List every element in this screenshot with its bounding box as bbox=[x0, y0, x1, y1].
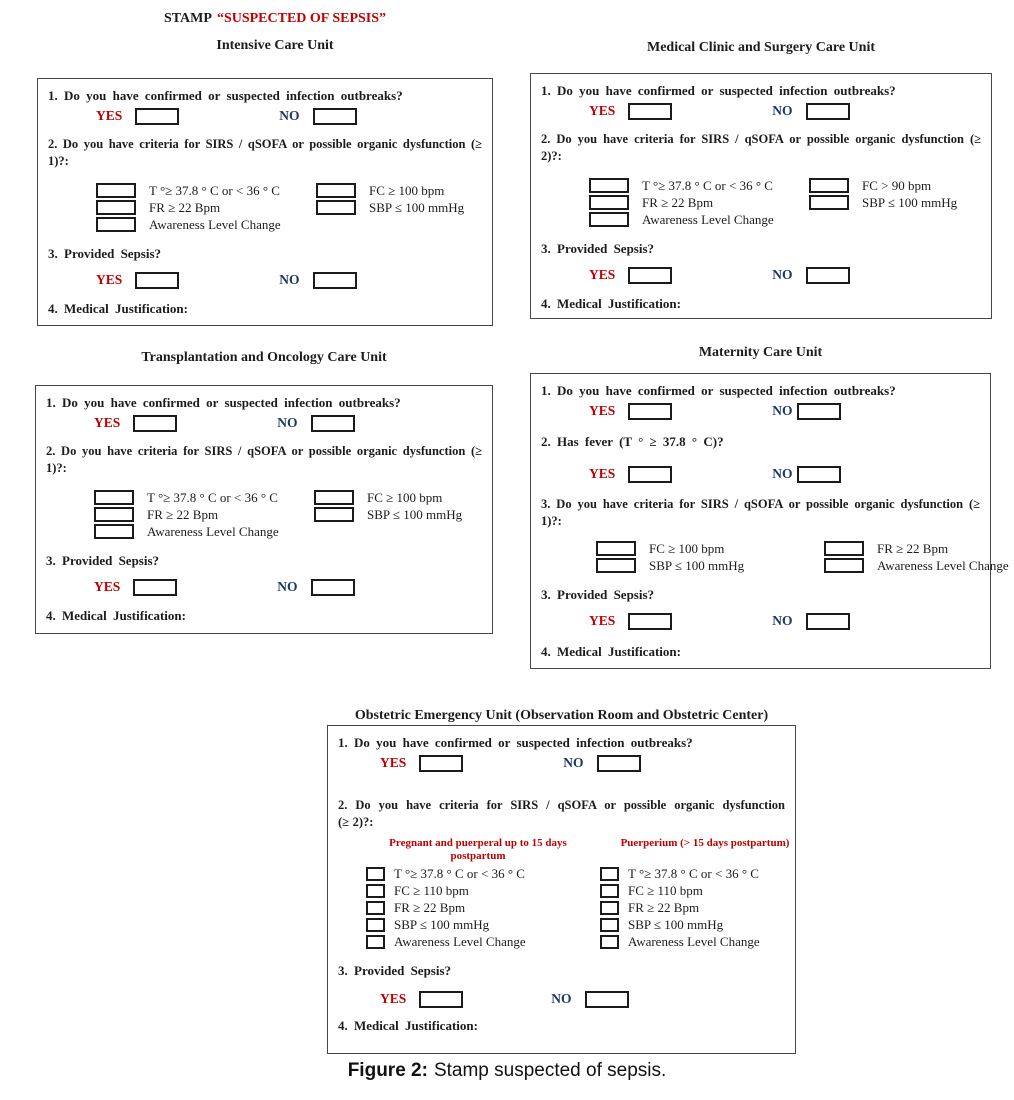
criteria-item: FR ≥ 22 Bpm bbox=[589, 194, 809, 211]
obstetric-q1-answer-row bbox=[380, 753, 785, 773]
icu-q1-no-checkbox[interactable] bbox=[313, 108, 357, 125]
clinic-question-1: 1. Do you have confirmed or suspected infection outbreaks? bbox=[541, 83, 896, 98]
no-label: NO bbox=[551, 991, 572, 1006]
maternity-question-4: 4. Medical Justification: bbox=[541, 644, 681, 659]
obstetric-puerp-temp-checkbox[interactable] bbox=[600, 867, 619, 881]
maternity-sbp-checkbox[interactable] bbox=[596, 558, 636, 573]
obstetric-question-3: 3. Provided Sepsis? bbox=[338, 963, 452, 978]
criteria-item: Awareness Level Change bbox=[600, 933, 760, 950]
transplant-q3-yes-checkbox[interactable] bbox=[133, 579, 177, 596]
icu-q3-yes-checkbox[interactable] bbox=[135, 272, 179, 289]
criteria-item: FC ≥ 110 bpm bbox=[600, 882, 760, 899]
maternity-fc-checkbox[interactable] bbox=[596, 541, 636, 556]
criteria-item: SBP ≤ 100 mmHg bbox=[600, 916, 760, 933]
transplant-awareness-checkbox[interactable] bbox=[94, 524, 134, 539]
no-label: NO bbox=[279, 272, 300, 287]
clinic-temp-checkbox[interactable] bbox=[589, 178, 629, 193]
clinic-fr-checkbox[interactable] bbox=[589, 195, 629, 210]
transplant-question-4: 4. Medical Justification: bbox=[46, 608, 186, 623]
criteria-item: T °≥ 37.8 ° C or < 36 ° C bbox=[589, 177, 809, 194]
yes-label: YES bbox=[380, 755, 407, 770]
panel-transplantation bbox=[35, 385, 493, 634]
yes-label: YES bbox=[94, 579, 121, 594]
no-label: NO bbox=[772, 267, 793, 282]
criteria-item: FC ≥ 110 bpm bbox=[366, 882, 600, 899]
figure-caption-label: Figure 2: bbox=[347, 1060, 428, 1081]
maternity-question-3b: 3. Provided Sepsis? bbox=[541, 587, 655, 602]
obstetric-criteria bbox=[366, 865, 785, 950]
icu-q3-answer-row bbox=[96, 270, 482, 290]
icu-question-3: 3. Provided Sepsis? bbox=[48, 246, 162, 261]
maternity-question-1: 1. Do you have confirmed or suspected infection outbreaks? bbox=[541, 383, 896, 398]
criteria-item: FR ≥ 22 Bpm bbox=[94, 506, 314, 523]
clinic-fc-checkbox[interactable] bbox=[809, 178, 849, 193]
icu-q3-no-checkbox[interactable] bbox=[313, 272, 357, 289]
obstetric-q3-yes-checkbox[interactable] bbox=[419, 991, 463, 1008]
no-label: NO bbox=[277, 415, 298, 430]
maternity-q1-no-checkbox[interactable] bbox=[797, 403, 841, 420]
yes-label: YES bbox=[96, 108, 123, 123]
no-label: NO bbox=[279, 108, 300, 123]
maternity-question-2: 2. Has fever (T ° ≥ 37.8 ° C)? bbox=[541, 434, 724, 449]
no-label: NO bbox=[772, 103, 793, 118]
icu-question-4: 4. Medical Justification: bbox=[48, 301, 188, 316]
obstetric-question-2: 2. Do you have criteria for SIRS / qSOFA or possible organic dysfunction (≥ 2)?: bbox=[338, 798, 785, 829]
transplant-question-1: 1. Do you have confirmed or suspected infection outbreaks? bbox=[46, 395, 401, 410]
maternity-fr-checkbox[interactable] bbox=[824, 541, 864, 556]
maternity-q2-answer-row bbox=[589, 464, 980, 484]
transplant-fr-checkbox[interactable] bbox=[94, 507, 134, 522]
panel-title-transplantation: Transplantation and Oncology Care Unit bbox=[141, 350, 387, 365]
criteria-item: FR ≥ 22 Bpm bbox=[96, 199, 316, 216]
obstetric-question-1: 1. Do you have confirmed or suspected infection outbreaks? bbox=[338, 735, 693, 750]
panel-title-intensive-care: Intensive Care Unit bbox=[216, 38, 334, 53]
yes-label: YES bbox=[589, 613, 616, 628]
yes-label: YES bbox=[94, 415, 121, 430]
obstetric-q1-no-checkbox[interactable] bbox=[597, 755, 641, 772]
criteria-item: SBP ≤ 100 mmHg bbox=[316, 199, 464, 216]
panel-title-maternity: Maternity Care Unit bbox=[698, 345, 823, 360]
obstetric-preg-sbp-checkbox[interactable] bbox=[366, 918, 385, 932]
transplant-q1-yes-checkbox[interactable] bbox=[133, 415, 177, 432]
criteria-item: Awareness Level Change bbox=[366, 933, 600, 950]
criteria-item: Awareness Level Change bbox=[824, 557, 1009, 574]
maternity-q3b-answer-row bbox=[589, 611, 980, 631]
clinic-question-4: 4. Medical Justification: bbox=[541, 296, 681, 311]
obstetric-puerp-fr-checkbox[interactable] bbox=[600, 901, 619, 915]
transplant-q3-answer-row bbox=[94, 577, 482, 597]
obstetric-column-headers bbox=[338, 837, 790, 863]
maternity-q1-answer-row bbox=[589, 401, 980, 421]
clinic-sbp-checkbox[interactable] bbox=[809, 195, 849, 210]
maternity-q3b-yes-checkbox[interactable] bbox=[628, 613, 672, 630]
yes-label: YES bbox=[589, 267, 616, 282]
clinic-question-3: 3. Provided Sepsis? bbox=[541, 241, 655, 256]
transplant-temp-checkbox[interactable] bbox=[94, 490, 134, 505]
panel-obstetric bbox=[327, 725, 796, 1054]
transplant-question-3: 3. Provided Sepsis? bbox=[46, 553, 160, 568]
criteria-item: FC ≥ 100 bpm bbox=[316, 182, 464, 199]
criteria-item: FR ≥ 22 Bpm bbox=[824, 540, 1009, 557]
transplant-q1-no-checkbox[interactable] bbox=[311, 415, 355, 432]
no-label: NO bbox=[277, 579, 298, 594]
yes-label: YES bbox=[96, 272, 123, 287]
icu-sbp-checkbox[interactable] bbox=[316, 200, 356, 215]
yes-label: YES bbox=[589, 103, 616, 118]
panel-maternity bbox=[530, 373, 1009, 669]
icu-criteria bbox=[96, 182, 482, 233]
transplant-fc-checkbox[interactable] bbox=[314, 490, 354, 505]
stamp-title bbox=[40, 10, 510, 27]
icu-awareness-checkbox[interactable] bbox=[96, 217, 136, 232]
obstetric-question-4: 4. Medical Justification: bbox=[338, 1018, 478, 1033]
maternity-q2-no-checkbox[interactable] bbox=[797, 466, 841, 483]
obstetric-preg-temp-checkbox[interactable] bbox=[366, 867, 385, 881]
obstetric-q3-answer-row bbox=[380, 989, 785, 1009]
panel-medical-clinic bbox=[530, 73, 992, 319]
obstetric-q1-yes-checkbox[interactable] bbox=[419, 755, 463, 772]
criteria-item: T °≥ 37.8 ° C or < 36 ° C bbox=[366, 865, 600, 882]
clinic-q3-yes-checkbox[interactable] bbox=[628, 267, 672, 284]
clinic-q3-no-checkbox[interactable] bbox=[806, 267, 850, 284]
maternity-q1-yes-checkbox[interactable] bbox=[628, 403, 672, 420]
transplant-q3-no-checkbox[interactable] bbox=[311, 579, 355, 596]
icu-q1-answer-row bbox=[96, 106, 482, 126]
transplant-q1-answer-row bbox=[94, 413, 482, 433]
criteria-item: Awareness Level Change bbox=[96, 216, 316, 233]
transplant-question-2: 2. Do you have criteria for SIRS / qSOFA or possible organic dysfunction (≥ 1)?: bbox=[46, 444, 482, 475]
obstetric-puerp-fc-checkbox[interactable] bbox=[600, 884, 619, 898]
clinic-q3-answer-row bbox=[589, 265, 981, 285]
criteria-item: SBP ≤ 100 mmHg bbox=[366, 916, 600, 933]
criteria-item: FC > 90 bpm bbox=[809, 177, 957, 194]
criteria-item: SBP ≤ 100 mmHg bbox=[314, 506, 462, 523]
obstetric-preg-fc-checkbox[interactable] bbox=[366, 884, 385, 898]
obstetric-preg-fr-checkbox[interactable] bbox=[366, 901, 385, 915]
panel-title-medical-clinic: Medical Clinic and Surgery Care Unit bbox=[646, 40, 875, 55]
icu-fc-checkbox[interactable] bbox=[316, 183, 356, 198]
obstetric-puerp-sbp-checkbox[interactable] bbox=[600, 918, 619, 932]
no-label: NO bbox=[772, 403, 793, 418]
criteria-item: FC ≥ 100 bpm bbox=[314, 489, 462, 506]
yes-label: YES bbox=[589, 403, 616, 418]
transplant-sbp-checkbox[interactable] bbox=[314, 507, 354, 522]
panel-title-obstetric: Obstetric Emergency Unit (Observation Room and Obstetric Center) bbox=[354, 708, 769, 723]
no-label: NO bbox=[563, 755, 584, 770]
icu-temp-checkbox[interactable] bbox=[96, 183, 136, 198]
figure-caption-text: Stamp suspected of sepsis. bbox=[433, 1060, 667, 1081]
panel-intensive-care bbox=[37, 78, 493, 326]
criteria-item: T °≥ 37.8 ° C or < 36 ° C bbox=[94, 489, 314, 506]
criteria-item: SBP ≤ 100 mmHg bbox=[809, 194, 957, 211]
criteria-item: SBP ≤ 100 mmHg bbox=[596, 557, 824, 574]
clinic-q1-yes-checkbox[interactable] bbox=[628, 103, 672, 120]
yes-label: YES bbox=[380, 991, 407, 1006]
no-label: NO bbox=[772, 466, 793, 481]
obstetric-puerp-awareness-checkbox[interactable] bbox=[600, 935, 619, 949]
criteria-item: Awareness Level Change bbox=[94, 523, 314, 540]
maternity-q2-yes-checkbox[interactable] bbox=[628, 466, 672, 483]
maternity-criteria bbox=[596, 540, 1009, 574]
stamp-title-prefix: STAMP bbox=[163, 11, 212, 26]
stamp-title-quoted: “SUSPECTED OF SEPSIS” bbox=[216, 11, 387, 26]
clinic-criteria bbox=[589, 177, 981, 228]
transplant-criteria bbox=[94, 489, 482, 540]
clinic-q1-no-checkbox[interactable] bbox=[806, 103, 850, 120]
criteria-item: Awareness Level Change bbox=[589, 211, 809, 228]
criteria-item: FR ≥ 22 Bpm bbox=[600, 899, 760, 916]
pregnant-column-header: Pregnant and puerperal up to 15 days postpartum bbox=[389, 837, 567, 862]
icu-fr-checkbox[interactable] bbox=[96, 200, 136, 215]
icu-question-1: 1. Do you have confirmed or suspected infection outbreaks? bbox=[48, 88, 403, 103]
clinic-q1-answer-row bbox=[589, 101, 981, 121]
maternity-awareness-checkbox[interactable] bbox=[824, 558, 864, 573]
yes-label: YES bbox=[589, 466, 616, 481]
clinic-question-2: 2. Do you have criteria for SIRS / qSOFA or possible organic dysfunction (≥ 2)?: bbox=[541, 132, 981, 163]
maternity-question-3: 3. Do you have criteria for SIRS / qSOFA or possible organic dysfunction (≥ 1)?: bbox=[541, 497, 980, 528]
obstetric-q3-no-checkbox[interactable] bbox=[585, 991, 629, 1008]
criteria-item: T °≥ 37.8 ° C or < 36 ° C bbox=[96, 182, 316, 199]
icu-question-2: 2. Do you have criteria for SIRS / qSOFA or possible organic dysfunction (≥ 1)?: bbox=[48, 137, 482, 168]
figure-caption bbox=[0, 1060, 1014, 1082]
criteria-item: FR ≥ 22 Bpm bbox=[366, 899, 600, 916]
criteria-item: FC ≥ 100 bpm bbox=[596, 540, 824, 557]
puerperium-column-header: Puerperium (> 15 days postpartum) bbox=[620, 837, 790, 849]
clinic-awareness-checkbox[interactable] bbox=[589, 212, 629, 227]
criteria-item: T °≥ 37.8 ° C or < 36 ° C bbox=[600, 865, 760, 882]
no-label: NO bbox=[772, 613, 793, 628]
obstetric-preg-awareness-checkbox[interactable] bbox=[366, 935, 385, 949]
icu-q1-yes-checkbox[interactable] bbox=[135, 108, 179, 125]
maternity-q3b-no-checkbox[interactable] bbox=[806, 613, 850, 630]
